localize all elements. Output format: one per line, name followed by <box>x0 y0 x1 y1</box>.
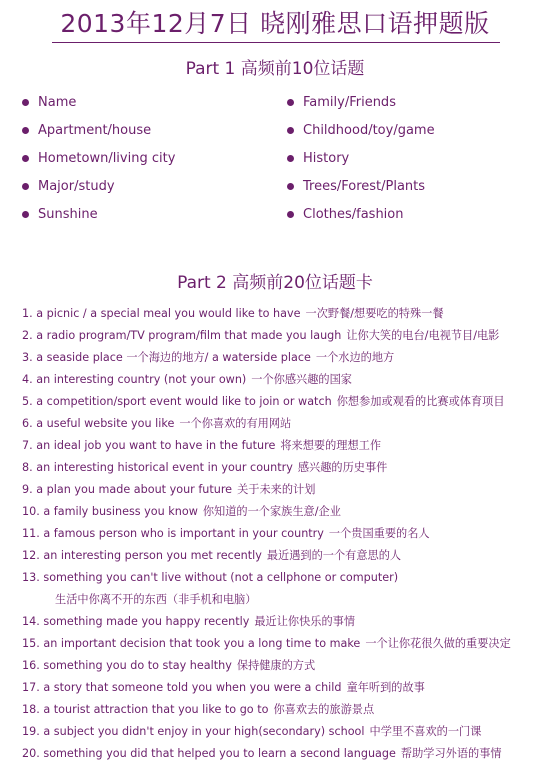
topic-card-chinese: 一个让你花很久做的重要决定 <box>365 637 511 650</box>
topic-card-english: an interesting country (not your own) <box>36 373 247 386</box>
topic-card-chinese: 你喜欢去的旅游景点 <box>273 703 375 716</box>
topic-card-item <box>22 677 542 699</box>
topic-card-number: 19. <box>22 725 40 738</box>
topic-card-chinese: 感兴趣的历史事件 <box>297 461 388 474</box>
topic-card-item <box>22 413 542 435</box>
topic-card-english: an interesting historical event in your country <box>36 461 293 474</box>
part1-topics-right <box>287 88 435 228</box>
part2-heading: Part 2 高频前20位话题卡 <box>177 273 373 293</box>
topic-card-item <box>22 347 542 369</box>
topic-card-chinese: 童年听到的故事 <box>346 681 425 694</box>
topic-item: Major/study <box>22 172 175 200</box>
topic-card-chinese: 帮助学习外语的事情 <box>400 747 502 760</box>
topic-card-number: 12. <box>22 549 40 562</box>
topic-card-chinese: 让你大笑的电台/电视节目/电影 <box>346 329 500 342</box>
topic-card-chinese: 你想参加或观看的比赛或体育项目 <box>336 395 505 408</box>
topic-card-chinese: 最近遇到的一个有意思的人 <box>266 549 402 562</box>
topic-card-number: 1. <box>22 307 33 320</box>
topic-card-number: 15. <box>22 637 40 650</box>
topic-card-number: 4. <box>22 373 33 386</box>
bullet-icon <box>287 99 294 106</box>
topic-card-english: an important decision that took you a long time to make <box>43 637 361 650</box>
bullet-icon <box>287 155 294 162</box>
topic-card-number: 18. <box>22 703 40 716</box>
topic-card-number: 8. <box>22 461 33 474</box>
title-underline <box>52 42 500 43</box>
topic-card-translation <box>22 589 542 611</box>
topic-card-chinese: 一个你喜欢的有用网站 <box>179 417 292 430</box>
topic-card-number: 3. <box>22 351 33 364</box>
topic-card-english: an ideal job you want to have in the future <box>36 439 276 452</box>
topic-card-number: 10. <box>22 505 40 518</box>
topic-card-item <box>22 633 542 655</box>
topic-card-chinese: 一次野餐/想要吃的特殊一餐 <box>305 307 444 320</box>
topic-card-chinese: 关于未来的计划 <box>237 483 316 496</box>
topic-card-chinese: 一个你感兴趣的国家 <box>251 373 352 386</box>
topic-card-english: a famous person who is important in your country <box>43 527 324 540</box>
topic-card-english: a radio program/TV program/film that made you laugh <box>36 329 342 342</box>
topic-item: Sunshine <box>22 200 175 228</box>
topic-card-item <box>22 699 542 721</box>
topic-card-number: 11. <box>22 527 40 540</box>
topic-card-chinese: 一个水边的地方 <box>315 351 395 364</box>
topic-item: Clothes/fashion <box>287 200 435 228</box>
bullet-icon <box>287 211 294 218</box>
topic-card-number: 16. <box>22 659 40 672</box>
topic-card-number: 7. <box>22 439 33 452</box>
topic-card-item <box>22 545 542 567</box>
topic-card-item <box>22 457 542 479</box>
topic-card-english: a useful website you like <box>36 417 175 430</box>
topic-card-english: something made you happy recently <box>43 615 250 628</box>
topic-item: Name <box>22 88 175 116</box>
topic-card-number: 17. <box>22 681 40 694</box>
topic-card-number: 9. <box>22 483 33 496</box>
topic-card-english: a story that someone told you when you were a child <box>43 681 342 694</box>
document-title: 2013年12月7日 晓刚雅思口语押题版 <box>60 9 490 38</box>
topic-card-item <box>22 303 542 325</box>
topic-item: Trees/Forest/Plants <box>287 172 435 200</box>
topic-card-chinese: 将来想要的理想工作 <box>280 439 382 452</box>
topic-card-english: an interesting person you met recently <box>43 549 262 562</box>
topic-card-chinese: 生活中你离不开的东西（非手机和电脑） <box>55 593 257 606</box>
topic-card-english: a competition/sport event would like to join or watch <box>36 395 332 408</box>
topic-item: Apartment/house <box>22 116 175 144</box>
topic-card-item <box>22 523 542 545</box>
topic-card-english: a picnic / a special meal you would like to have <box>36 307 301 320</box>
bullet-icon <box>22 127 29 134</box>
topic-card-english: something you do to stay healthy <box>43 659 232 672</box>
bullet-icon <box>287 183 294 190</box>
topic-card-item <box>22 611 542 633</box>
topic-card-item <box>22 655 542 677</box>
part1-heading: Part 1 高频前10位话题 <box>185 59 365 79</box>
topic-card-english: a subject you didn't enjoy in your high(secondary) school <box>43 725 365 738</box>
bullet-icon <box>22 183 29 190</box>
topic-card-chinese: 保持健康的方式 <box>236 659 316 672</box>
topic-card-english: something you did that helped you to learn a second language <box>43 747 396 760</box>
bullet-icon <box>22 99 29 106</box>
topic-item: Family/Friends <box>287 88 435 116</box>
topic-item: History <box>287 144 435 172</box>
part1-topics-left <box>22 88 175 228</box>
topic-card-chinese: 一个贵国重要的名人 <box>328 527 430 540</box>
topic-card-number: 20. <box>22 747 40 760</box>
topic-card-item <box>22 479 542 501</box>
topic-card-item <box>22 369 542 391</box>
topic-card-item <box>22 501 542 523</box>
topic-card-item <box>22 435 542 457</box>
topic-card-chinese: 你知道的一个家族生意/企业 <box>202 505 341 518</box>
topic-item: Hometown/living city <box>22 144 175 172</box>
topic-card-chinese: 中学里不喜欢的一门课 <box>369 725 482 738</box>
topic-card-item <box>22 567 542 589</box>
topic-card-english: something you can't live without (not a cellphone or computer) <box>43 571 399 584</box>
topic-item: Childhood/toy/game <box>287 116 435 144</box>
bullet-icon <box>22 211 29 218</box>
topic-card-number: 2. <box>22 329 33 342</box>
topic-card-chinese: 最近让你快乐的事情 <box>254 615 356 628</box>
bullet-icon <box>287 127 294 134</box>
part2-topic-cards <box>22 303 542 765</box>
topic-card-item <box>22 391 542 413</box>
topic-card-item <box>22 325 542 347</box>
topic-card-number: 5. <box>22 395 33 408</box>
topic-card-number: 6. <box>22 417 33 430</box>
topic-card-english: a plan you made about your future <box>36 483 233 496</box>
topic-card-english: a tourist attraction that you like to go to <box>43 703 269 716</box>
topic-card-item <box>22 721 542 743</box>
topic-card-english: a seaside place 一个海边的地方/ a waterside place <box>36 351 311 364</box>
topic-card-english: a family business you know <box>43 505 198 518</box>
topic-card-number: 14. <box>22 615 40 628</box>
topic-card-item <box>22 743 542 765</box>
topic-card-number: 13. <box>22 571 40 584</box>
bullet-icon <box>22 155 29 162</box>
